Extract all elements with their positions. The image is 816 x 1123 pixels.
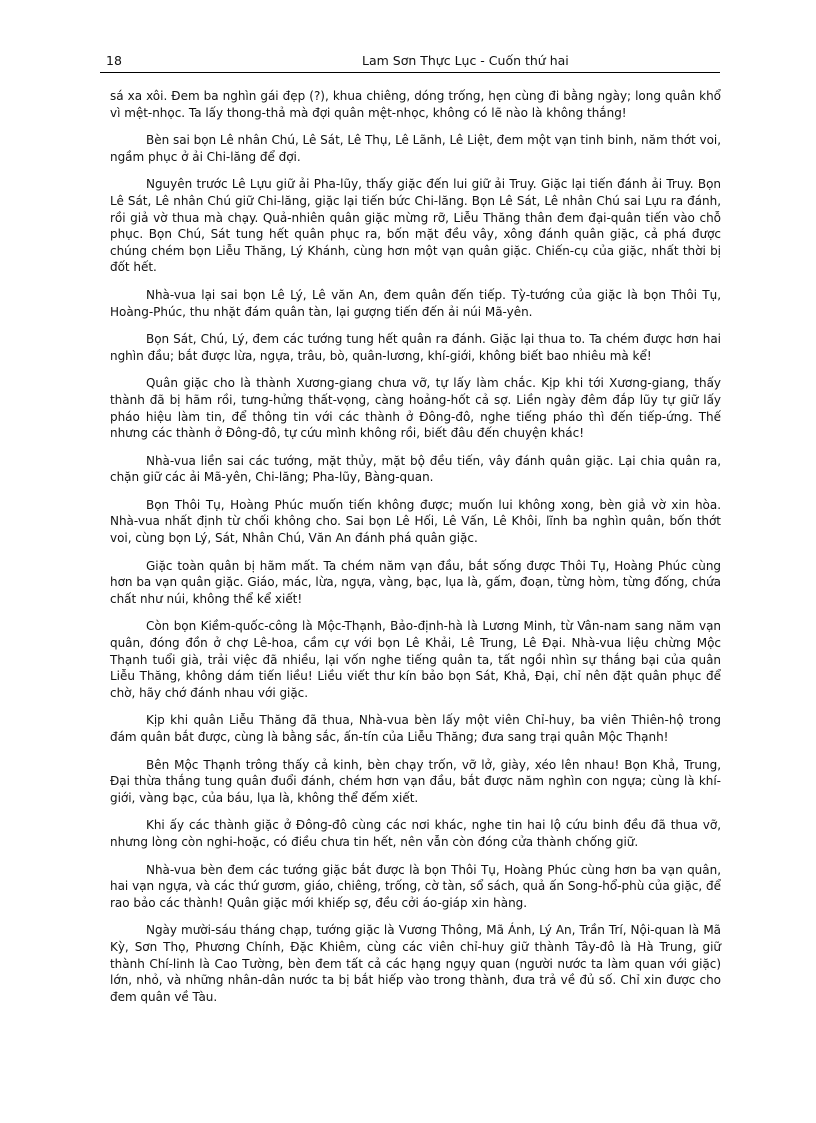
paragraph: Bọn Thôi Tụ, Hoàng Phúc muốn tiến không được; muốn lui không xong, bèn giả vờ xin hòa. Nhà-vua nhất định từ chối không cho. Sai bọn Lê Hối, Lê Vấn, Lê Khôi, lĩnh ba nghìn quân, bốn thớt voi, cùng bọn Lý, Sát, Nhân Chú, Văn An đánh phá quân giặc. (110, 497, 721, 546)
page-number: 18 (106, 53, 122, 68)
paragraph: Kịp khi quân Liễu Thăng đã thua, Nhà-vua bèn lấy một viên Chỉ-huy, ba viên Thiên-hộ trong đám quân bắt được, cùng là bằng sắc, ấn-tín của Liễu Thăng; đưa sang trại quân Mộc Thạnh! (110, 713, 721, 744)
paragraph: Bên Mộc Thạnh trông thấy cả kinh, bèn chạy trốn, vỡ lở, giày, xéo lên nhau! Bọn Khả, Trung, Đại thừa thắng tung quân đuổi đánh, chém hơn vạn đầu, bắt được năm nghìn con ngựa; cùng là khí-giới, vàng bạc, của báu, lụa là, không thể đếm xiết. (110, 757, 721, 805)
paragraph: Giặc toàn quân bị hãm mất. Ta chém năm vạn đầu, bắt sống được Thôi Tụ, Hoàng Phúc cùng hơn ba vạn quân giặc. Giáo, mác, lừa, ngựa, vàng, bạc, lụa là, gấm, đoạn, từng hòm, từng đống, chứa chất như núi, không thể kể xiết! (110, 558, 721, 606)
running-title: Lam Sơn Thực Lục - Cuốn thứ hai (362, 53, 569, 68)
paragraph: Còn bọn Kiềm-quốc-công là Mộc-Thạnh, Bảo-định-hà là Lương Minh, từ Vân-nam sang năm vạn quân, đóng đồn ở chợ Lê-hoa, cầm cự với bọn Lê Khải, Lê Trung, Lê Đại. Nhà-vua liệu chừng Mộc Thạnh tuổi già, trải việc đã nhiều, lại vốn nghe tiếng quân ta, tất ngồi nhìn sự thắng bại của quân Liễu Thăng, không dám tiến liều! Liều viết thư kín bảo bọn Sát, Khả, Đại, chỉ nên đặt quân phục để chờ, hãy chớ đánh nhau với giặc. (110, 619, 721, 700)
paragraph: Nhà-vua liền sai các tướng, mặt thủy, mặt bộ đều tiến, vây đánh quân giặc. Lại chia quân ra, chặn giữ các ải Mã-yên, Chi-lăng; Pha-lũy, Bàng-quan. (110, 453, 721, 485)
body-text (110, 88, 721, 1016)
page-header (100, 50, 720, 73)
paragraph: Nguyên trước Lê Lựu giữ ải Pha-lũy, thấy giặc đến lui giữ ải Truy. Giặc lại tiến đánh ải Truy. Bọn Lê Sát, Lê nhân Chú giữ Chi-lăng, giặc lại tiến bức Chi-lăng. Bọn Lê Sát, Lê nhân Chú sai Lựu ra đánh, rồi giả vờ thua mà chạy. Quả-nhiên quân giặc mừng rỡ, Liễu Thăng thân đem đại-quân tiến vào chỗ phục. Bọn Chú, Sát tung hết quân phục ra, bốn mặt đều vây, xông đánh quân giặc, cả phá được chúng chém bọn Liễu Thăng, Lý Khánh, cùng hơn một vạn quân giặc. Chiến-cụ của giặc, nhất thời bị đốt hết. (110, 177, 721, 275)
paragraph: Quân giặc cho là thành Xương-giang chưa vỡ, tự lấy làm chắc. Kịp khi tới Xương-giang, thấy thành đã bị hãm rồi, tưng-hửng thất-vọng, càng hoảng-hốt cả sợ. Liền ngày đêm đắp lũy tự giữ lấy pháo hiệu làm tin, để thông tin với các thành ở Đông-đô, nghe tiếng pháo thì đến tiếp-ứng. Thế nhưng các thành ở Đông-đô, tự cứu mình không rồi, biết đâu đến chuyện khác! (110, 376, 721, 441)
paragraph: Nhà-vua lại sai bọn Lê Lý, Lê văn An, đem quân đến tiếp. Tỳ-tướng của giặc là bọn Thôi Tụ, Hoàng-Phúc, thu nhặt đám quân tàn, lại gượng tiến đến ải núi Mã-yên. (110, 287, 721, 319)
paragraph: Ngày mười-sáu tháng chạp, tướng giặc là Vương Thông, Mã Ánh, Lý An, Trần Trí, Nội-quan là Mã Kỳ, Sơn Thọ, Phương Chính, Đặc Khiêm, cùng các viên chỉ-huy giữ thành Tây-đô là Hà Trung, giữ thành Chí-linh là Cao Tường, bèn đem tất cả các hạng ngụy quan (người nước ta làm quan với giặc) lớn, nhỏ, và những nhân-dân nước ta bị bắt hiếp vào trong thành, đưa trả về đủ số. Chỉ xin được cho đem quân về Tàu. (110, 923, 721, 1004)
paragraph: sá xa xôi. Đem ba nghìn gái đẹp (?), khua chiêng, dóng trống, hẹn cùng đi bằng ngày; long quân khổ vì mệt-nhọc. Ta lấy thong-thả mà đợi quân mệt-nhọc, không có lẽ nào là không thắng! (110, 89, 721, 120)
paragraph: Bèn sai bọn Lê nhân Chú, Lê Sát, Lê Thụ, Lê Lãnh, Lê Liệt, đem một vạn tinh binh, năm thớt voi, ngầm phục ở ải Chi-lăng để đợi. (110, 133, 721, 164)
paragraph: Nhà-vua bèn đem các tướng giặc bắt được là bọn Thôi Tụ, Hoàng Phúc cùng hơn ba vạn quân, hai vạn ngựa, và các thứ gươm, giáo, chiêng, trống, cờ tàn, sổ sách, quả ấn Song-hổ-phù của giặc, để rao bảo các thành! Quân giặc mới khiếp sợ, đều cởi áo-giáp xin hàng. (110, 862, 721, 910)
paragraph: Khi ấy các thành giặc ở Đông-đô cùng các nơi khác, nghe tin hai lộ cứu binh đều đã thua vỡ, nhưng lòng còn nghi-hoặc, có điều chưa tin hết, nên vẫn còn đóng cửa thành chống giữ. (110, 818, 721, 849)
paragraph: Bọn Sát, Chú, Lý, đem các tướng tung hết quân ra đánh. Giặc lại thua to. Ta chém được hơn hai nghìn đầu; bắt được lừa, ngựa, trâu, bò, quân-lương, khí-giới, không biết bao nhiêu mà kể! (110, 332, 721, 363)
